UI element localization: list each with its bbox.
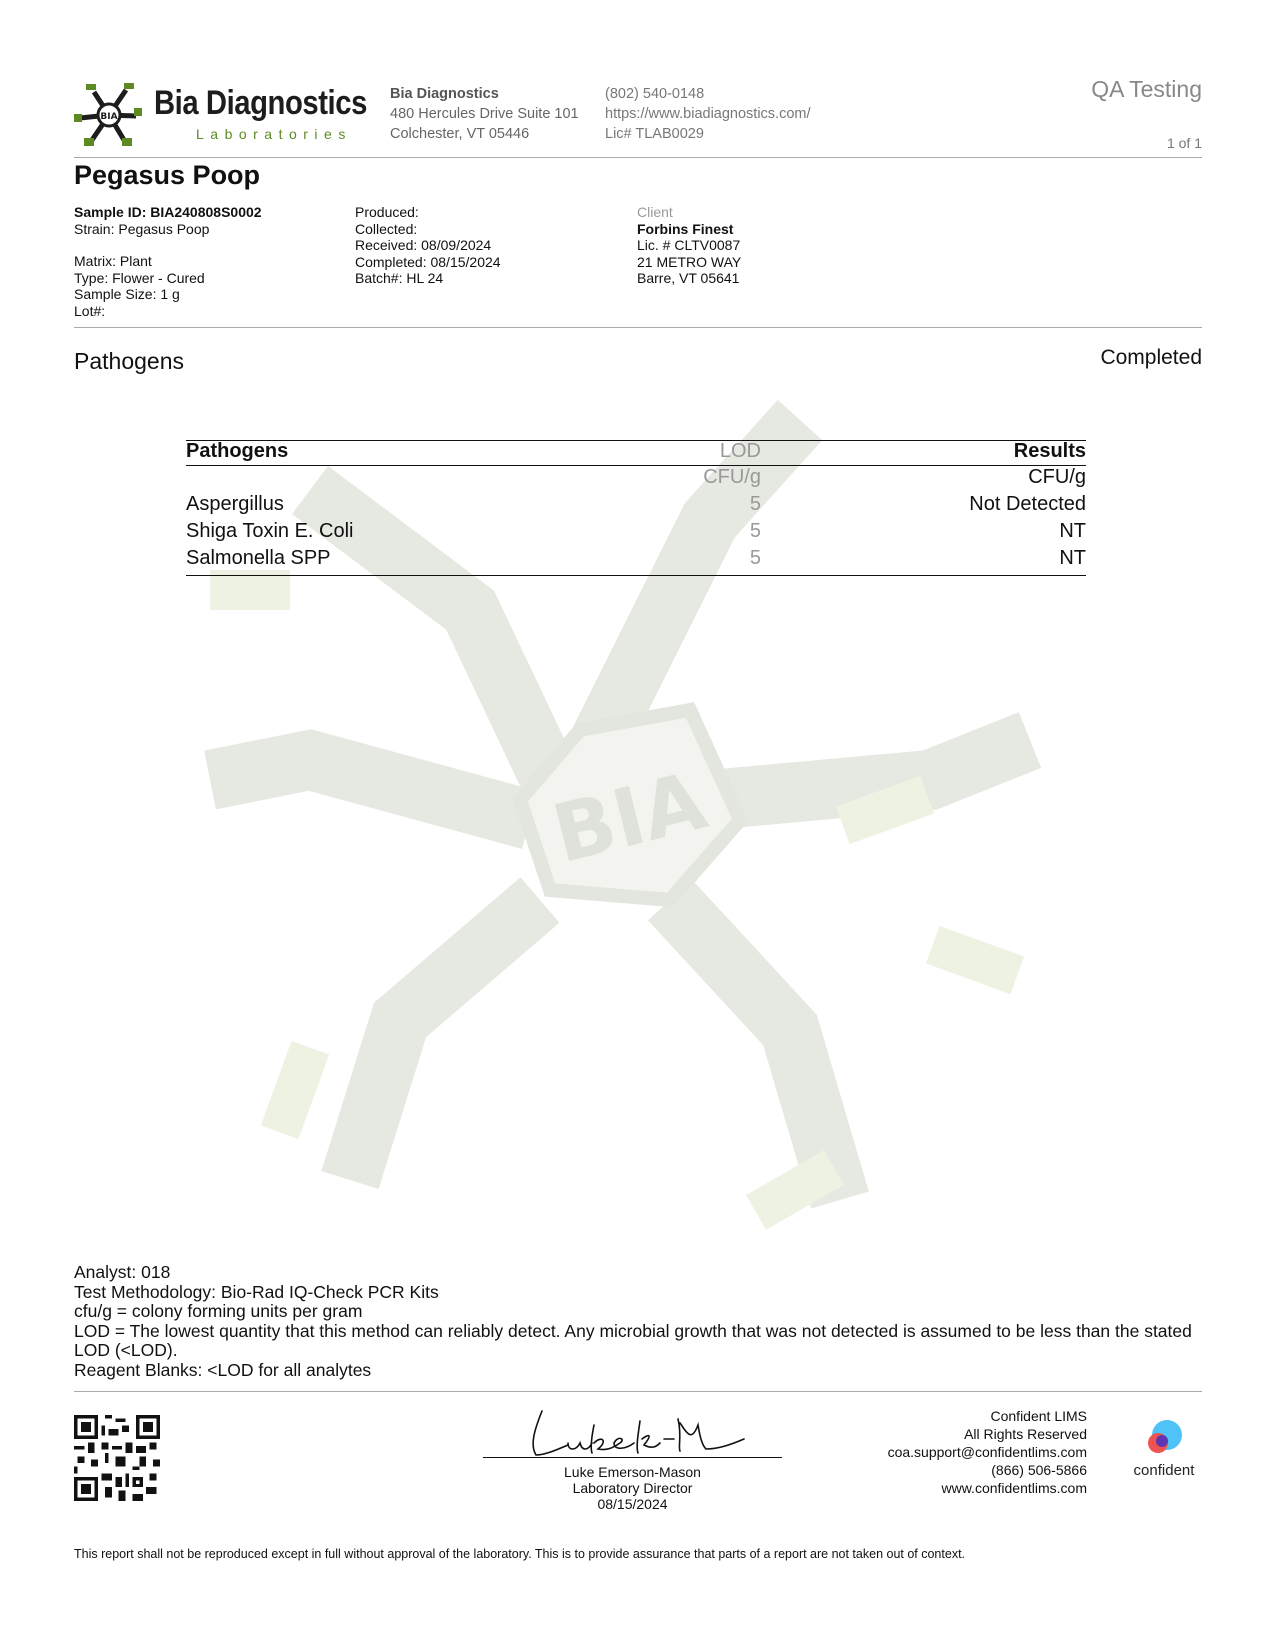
signature-line [483, 1457, 782, 1458]
header-result: Results [1013, 440, 1086, 462]
signatory [483, 1464, 782, 1512]
pathogens-table [186, 440, 1086, 574]
lab-contact [605, 84, 811, 144]
client-address-line1: 21 METRO WAY [637, 253, 742, 270]
table-units-row [186, 466, 1086, 493]
units-result: CFU/g [1028, 466, 1086, 488]
date-info [355, 204, 501, 287]
page-number: 1 of 1 [1166, 135, 1202, 151]
row-lod: 5 [749, 547, 761, 569]
sample-id: Sample ID: BIA240808S0002 [74, 204, 262, 220]
header-divider [74, 157, 1202, 158]
lab-license: Lic# TLAB0029 [605, 126, 704, 142]
svg-text:BIA: BIA [100, 112, 118, 122]
strain: Strain: Pegasus Poop [74, 220, 210, 237]
product-name: Pegasus Poop [74, 160, 261, 190]
client-label: Client [637, 204, 673, 220]
lims-rights: All Rights Reserved [964, 1426, 1087, 1442]
row-analyte: Aspergillus [186, 493, 284, 515]
signatory-name: Luke Emerson-Mason [564, 1464, 701, 1480]
lab-phone: (802) 540-0148 [605, 86, 705, 102]
received: Received: 08/09/2024 [355, 237, 492, 253]
lims-website-link[interactable]: www.confidentlims.com [941, 1480, 1087, 1496]
lims-phone: (866) 506-5866 [991, 1462, 1087, 1478]
matrix: Matrix: Plant [74, 253, 152, 269]
lab-address [390, 84, 579, 144]
cfu-definition: cfu/g = colony forming units per gram [74, 1301, 363, 1321]
lab-website-link[interactable]: https://www.biadiagnostics.com/ [605, 106, 811, 122]
table-row [186, 547, 1086, 574]
table-bottom-rule [186, 575, 1086, 576]
reagent-blanks: Reagent Blanks: <LOD for all analytes [74, 1359, 372, 1380]
section-status: Completed [1100, 346, 1202, 369]
disclaimer: This report shall not be reproduced except in full without approval of the laboratory. This is to provide assurance that parts of a report are not taken out of context. [74, 1547, 966, 1561]
header-lod: LOD [719, 440, 761, 462]
row-result: Not Detected [969, 493, 1086, 515]
watermark-text: BIA [544, 753, 715, 882]
doc-title: QA Testing [1091, 76, 1202, 102]
lod-definition: LOD = The lowest quantity that this method can reliably detect. Any microbial growth that was not detected is assumed to be less than the stated LOD (<LOD). [74, 1320, 1192, 1360]
completed: Completed: 08/15/2024 [355, 253, 501, 270]
lot: Lot#: [74, 302, 106, 319]
table-row [186, 520, 1086, 547]
lims-email-link[interactable]: coa.support@confidentlims.com [887, 1444, 1087, 1460]
lims-info [888, 1407, 1087, 1497]
info-divider [74, 327, 1202, 328]
lab-address-line2: Colchester, VT 05446 [390, 126, 530, 142]
bia-emblem-icon [74, 80, 144, 150]
row-analyte: Shiga Toxin E. Coli [186, 520, 354, 542]
client-license: Lic. # CLTV0087 [637, 237, 741, 253]
lab-logo [74, 80, 367, 152]
logo-subtitle: Laboratories [196, 126, 352, 142]
sample-info [74, 204, 262, 319]
confident-logo-word: confident [1133, 1462, 1195, 1479]
signatory-title: Laboratory Director [572, 1480, 693, 1496]
confident-logo [1114, 1418, 1214, 1480]
row-result: NT [1059, 520, 1086, 542]
client-name: Forbins Finest [637, 220, 734, 237]
signature-date: 08/15/2024 [597, 1496, 668, 1512]
client-address-line2: Barre, VT 05641 [637, 270, 740, 286]
table-row [186, 493, 1086, 520]
methodology: Test Methodology: Bio-Rad IQ-Check PCR Kits [74, 1281, 439, 1302]
section-title: Pathogens [74, 348, 184, 374]
method-notes [74, 1263, 1204, 1380]
collected: Collected: [355, 220, 418, 237]
handwritten-signature [528, 1405, 748, 1463]
footer-divider [74, 1391, 1202, 1392]
analyst: Analyst: 018 [74, 1262, 171, 1282]
row-lod: 5 [749, 520, 761, 542]
client-info [637, 204, 741, 287]
confident-logo-icon [1114, 1418, 1214, 1462]
row-result: NT [1059, 547, 1086, 569]
type: Type: Flower - Cured [74, 269, 205, 286]
row-analyte: Salmonella SPP [186, 547, 331, 569]
logo-title: Bia Diagnostics [154, 84, 367, 122]
row-lod: 5 [749, 493, 761, 515]
qr-code-icon[interactable] [74, 1415, 160, 1501]
lims-name: Confident LIMS [990, 1408, 1087, 1424]
sample-size: Sample Size: 1 g [74, 286, 180, 302]
lab-address-line1: 480 Hercules Drive Suite 101 [390, 106, 579, 122]
header-analyte: Pathogens [186, 440, 289, 462]
batch: Batch#: HL 24 [355, 270, 444, 286]
produced: Produced: [355, 204, 419, 220]
units-lod: CFU/g [703, 466, 761, 488]
table-header-row [186, 440, 1086, 466]
lab-name: Bia Diagnostics [390, 86, 499, 102]
